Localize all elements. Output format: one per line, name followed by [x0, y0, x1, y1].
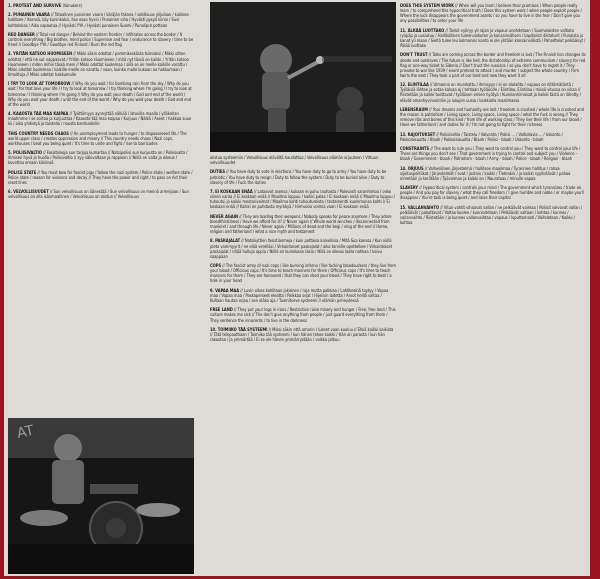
song-lyrics: // Vitun vahtit vihaavat vallan / ne pelkäävät voimaa / Poliisit valvovat vallan / pelkäävät / pakottavat / Valtaa kuolee / kunnioitetaan / Pelkäävät valtaan / kohtaa / kunnes / vallanvaihto / Riistetään / ja kunnes vallanvaihtaa / vapaus / loputtomasti / Vaihdetaan / Kaikki / kohtaa — [400, 204, 583, 226]
song-lyrics: // Your dreams and humanity are lost / freedom is crushed / whole life is crushed and the reason is patriotism / Living space, Living space, Living space / what the fuck is wrong // They remove ribs and bones of this kind / from life of working class / They live their life / from our blood / Have we fatherland / and duties for it / I'm not going to fight for their richness — [400, 106, 584, 128]
song-block — [210, 189, 396, 210]
left-lyrics-column — [8, 3, 194, 204]
song-lyrics: // Mikki säkin odottat / pommikeskästa tulevaksi / Mikki sitten odottat / että ne sut nappaavat / Yritän katsoo Huomiseen / mitä nyt tässä on kaikki / Yritän katsoo Huomiseen / miten mihin tässä meni // Mikki odottat kuolemaa / sillä se on meille kaikille varattu / Mikki odottat kuolemaa / kaikille meille on varattu / vaan, kuinka mulle kukaan oo hakkumaan / Ilmoittaja // Mikki odottat hakkumulle — [8, 51, 189, 77]
song-block — [400, 205, 586, 226]
song-block — [400, 52, 586, 78]
song-lyrics: // Ulmanna on murskattu / ihmisyys / ei on alalaitta / vapaus on riittämätöntä / Työläisiä lähtee ja sotaa kalvaa aj / tehtaan työläisille / Elintilaa, Elintilaa / missä vitussa on vikaa // Riistetään ja kaikki tuottavat / työläisen omien hyötyä / Kunnianhimoisat ja kaikki tästä on lähetty / elävät omanhyvinvointiin ja lukujen uusia / kaikkialla maailmassa — [400, 82, 581, 103]
song-block — [210, 327, 396, 342]
song-block — [400, 146, 586, 161]
song-block — [210, 169, 396, 184]
song-block — [400, 166, 586, 181]
song-title: 4. KAAOSTA TÄÄ MAA KAIPAA — [8, 111, 69, 117]
svg-text:AT: AT — [15, 422, 36, 442]
lyrics-sheet — [4, 0, 590, 576]
song-title: 7. EI KOSKAAN ENÄÄ — [210, 189, 253, 194]
song-block — [8, 170, 194, 185]
song-lyrics: // You have duty to vote in elections / You have duty to go to army / You have duty to be patriotic / You have duty to resign / Duty to follow the system / Duty to be buried alive / Duty to slavery of life / Fuck the duties — [210, 169, 387, 185]
song-title: DON'T TRUST — [400, 52, 428, 58]
song-lyrics: // Natsikyttien fasistianmeja / kuin pottaisa kalvollisia / Mitä Sua kanssa / Kun niillä pieto vammyyrit / ne elää verelläsi / Virkaintoiset paskajalat / aika tarviille opettelkee / Virkaintoiset paskajalat / nitää hulluja oppia / Niillä on kuninkaan lakia / Niilä on oikeus laata nahkaa / kaivu saappaan — [210, 238, 392, 259]
song-title: COPS — [210, 263, 222, 269]
song-title: I TRY TO LOOK AT TOMORROW — [8, 81, 71, 87]
song-lyrics: // Talks are coming across the border and freedom is lost / The Finnish lion changes its abode and outslaves / The future is like hell, the dictatorship of extreme communism / slavery for red flag or one-way ticket to Siberia // Don't trust the russians / so you don't have to regret it / They provoke to war like 1939 / event pretend to attack / and murder / subject the whole country / Firm twirls the east / They took a part of our land and now they want it all — [400, 52, 586, 78]
song-block — [8, 12, 194, 27]
song-title: 14. ORJUUS — [400, 165, 424, 171]
song-block — [210, 307, 396, 322]
song-block — [210, 238, 396, 259]
song-block — [210, 263, 396, 284]
song-lyrics: // Työttömyys aynnyttää nälkää / Istuvilla maalla / ylläkohan maahmme / se sortaa ja kurjuuttaa / Kaaosta tää maa kaipaa / Kurjuus / Nälkä / Aseet / hakkaa suue kii / aika yhdistyä ja taistella / nousta barrikadeille — [8, 111, 192, 127]
middle-lyrics-column — [210, 155, 396, 346]
song-lyrics: // Poliisivaltio / Taistelu / Valvonta / Poliisi ... / Valtiotavia ... / Uskonto / Pakkolaisuutta / Blaah / Pakkolaisuutta / Blaah / Poliisi - blaah / Uskonto - blaah — [400, 131, 563, 142]
song-title: CONSTRAINTS — [400, 146, 430, 151]
song-title: 15. VALLANVAIHTO — [400, 204, 440, 210]
song-block — [210, 288, 396, 303]
song-lyrics: // Hypocritical system / controls your mind / The government which tyrannizes / trade on people / And you pay for slavery / what they call freedom / I give humble and noble / or maybe you'll disappear / You're task is being quiet / and raise their capital — [400, 185, 585, 201]
song-lyrics: // Lataavat asensa / kukaan ei puhu rauhasta / Palovasit varanhimoa / onko siinen varaa // Ei koskaan enää // Maailma loppuu / kaikki palaa / Ei koskaan enää // Maailma loppuu / tuhoutui ja kaikki mestarivoimat / Maailma kohti tuhoutumista / testamentti kuolemansa kohti // Ei koskaan enää // Kaikki on puhdasta myrkkyä / Hirmuisia voimia vaan / Ei koskaan enää — [210, 189, 395, 210]
song-block — [400, 132, 586, 142]
song-title: 1. PROTEST AND SURVIVE — [8, 3, 62, 8]
song-title: DUTIES — [210, 169, 225, 175]
song-lyrics: // When will you learn / believe their promises / When people really learn / to comprehend this hypocritical truth / Does this system work / when people exploit people / Where the luck disappears the government assets / so you have to live in the fear / Don't give you any possibilities / to order your life — [400, 3, 582, 24]
song-block — [8, 189, 194, 199]
song-lyrics: // They put your legs in irons / Restriction raise misery and hunger / Free, free land / This culture makes me sick // The don't give anything from people / just guard everything from them / They sentence the innocents / to live in the darkness — [210, 307, 396, 323]
song-title: 12. ELINTILAA — [400, 82, 429, 88]
song-title: 10. TOIMIIKO TÄÄ SYSTEEMI — [210, 326, 268, 332]
song-lyrics: // Tankit vyöryy yli rajan ja vapaus unohdetaan / Suomalaisten valtiota ryöpäp ja uusiutuu / Hallitsillinen tuleenvaikuten ja kansainvälisen / kapitalisti diktaturit / Punaista ja kanat yli maan / Sieltä tulee leu kolmansis kanta ei ole yhtään kansainvälistä / Pahoittelut pelkäänyt / Älkää luottako — [400, 27, 586, 49]
song-title: POLICE STATE — [8, 169, 37, 175]
song-block — [8, 111, 194, 126]
song-block — [400, 3, 586, 24]
concert-photo-top-image — [210, 2, 396, 152]
song-block — [400, 28, 586, 49]
song-lyrics: // Sun velvollisuus on äänestää / Sun velvollisuus on mennä armeijaan / Sun velvollisuus on olla isänmaallinen / Velvollisuus on alistua // Velvollisuus — [8, 189, 189, 200]
song-title: NEVER AGAIN — [210, 213, 239, 219]
song-block — [8, 81, 194, 107]
song-title: DOES THIS SYSTEM WORK — [400, 3, 454, 8]
song-title: 3. YRITÄN KATSOO HUOMISEEN — [8, 51, 73, 57]
song-lyrics: // You must bow for fascist pigs / follow the nazi system / Police state / welfare state / Police state / reason for violence and decay // They have the power and right / to pass on Act their reset lines — [8, 169, 193, 185]
song-lyrics: (Vanukers) — [62, 3, 82, 8]
song-lyrics: // Why do you wait / for bombing rain from the sky / Why do you wait / for that love your life / I try to look at tomorrow / I try thinking where I'm going / I try to look at tomorrow / I thinking where I'm going // Why do you wait your death / God and end of the world / Why do you wait your death / until the end of the world / Why do you wait your death / God and end of the world — [8, 81, 192, 107]
concert-photo-bottom-image — [8, 418, 194, 574]
song-title: 8. PASKAJALAT — [210, 238, 241, 244]
song-lyrics: // Luvin oikea kahlitaan jokainen / raja mutta palkkaa / Lahtikeskiä taytyy / Vapaa maa / Vapaa maa / Paskaperseet eleatta / Palkkaa orjat / Hijeiisin laitetta / Arvot heillä valtaa / Kultaan hautaa orjaa / sen eläka aja / Tuomitseve systeemi // elämän pimeydessä — [210, 287, 389, 303]
song-block — [400, 107, 586, 128]
concert-photo-top — [210, 2, 396, 152]
song-title: LEBENSRAUM — [400, 106, 428, 112]
song-block — [8, 3, 194, 8]
song-lyrics: // Valheellinen järjestelmä / hallitsee maailmaa / Tyrannien hallitus / rahaa sijoituspolitiikat / Järjestelmät / ovat / jostain / kaikki / Tietenkin / ja kaikki syyllistävät / pahaa nimetään ja kerätään / Työvoiman ja kaikki on / Naurataas / minulle vapaa — [400, 165, 571, 181]
song-title: FREE LAND — [210, 307, 233, 313]
song-lyrics: alistua systeemiin / Velvollisuus elävältä haudattua / Velvollisuus elämän orjuuteen / Vittuun velvollisuudet — [210, 155, 379, 166]
song-block — [210, 214, 396, 235]
song-title: SLAVERY — [400, 185, 419, 191]
song-block — [8, 150, 194, 165]
song-lyrics: // Miksi säkin että omarin / lukeet vaan kuuluu // Ehkä kaikki kaikista // Tätä telepaattiaan / Toimiiko tää systeemi / kun hänen tekee kaikki / Hän on parasta / kun hän rakastaa / ja ymmärtää / Ei se ole hänen ymmärrystään / vaikka jatkuu — [210, 326, 394, 343]
song-title: RED DANGER — [8, 31, 35, 37]
song-title: 5. POLIISIVALTIO — [8, 150, 42, 156]
right-lyrics-column — [400, 3, 586, 229]
song-lyrics: // Total red danger / Behind the eastern frontier / infiltrates across the border / It controls everything / Big brother, mind police / Supervise and fear / endurance to slavery / time to be freed // Goodbye YYA / Goodbye red Finland / Burn the red flag — [8, 31, 194, 48]
song-block — [400, 185, 586, 200]
song-title: THIS COUNTRY NEEDS CHAOS — [8, 130, 69, 136]
song-lyrics: // An unemployment leads to hunger / to dispossessed life / The world upper class / creates oppression and misery // This country needs chaos / Nazi cops, workhouses / beat you being quiet / It's time to unite and fight / rise to barricades — [8, 130, 187, 146]
song-lyrics: // They are loading their weapons / Nobody speaks for peace anymore / They adore bloodthirstiness / Have we afford for it? // Never again // Whole world winches / disconnected from mankind / and through life / Never again / Millions of dead and the begi / ning of the end // Home, religion and fatherland / what a nice myth and testament — [210, 213, 392, 235]
concert-photo-bottom — [8, 418, 194, 574]
song-block — [400, 82, 586, 103]
song-block — [210, 155, 396, 165]
song-title: 11. ÄLKÄÄ LUOTTAKO — [400, 27, 445, 33]
song-title: 9. VAPAA MAA — [210, 287, 240, 293]
song-lyrics: // Totaalinen punainen vaara / käräjän fakana / solidisuus ylijulaan / kaikkea hallitsee / itsensä, käy kuninkaksi, itse osaa hyvin / Punainen viha / Hyvästi pysyä kiinni / Suvi kohtalokas / Aika vapautua // Hyvästi YYA / Hyvästi punainen Suomi / Punaliput pottaan — [8, 12, 189, 28]
song-block — [8, 131, 194, 146]
song-block — [8, 32, 194, 47]
song-lyrics: // The want to rule you / They want to control you / They want to control your life / There are things you don't see / That government is trying to control and subject you / Violence - blaah / Government - blaah / Patriotism - blaah / Army - blaah / Police - blaah / Religion - blaah — [400, 146, 581, 162]
song-lyrics: // The fascist army of nazi cops / like burning inferno / like fucking bloodsuckers / they live from your blood / Officious cops / It's time to teach manners for them / Officious cops / It's time to teach manners for them / They are honoured / that they can shed your blood / They have right to beat / a hole in your head — [210, 263, 396, 284]
song-title: 13. RAJOITUKSET — [400, 131, 436, 137]
song-title: 2. PUNAINEN VAARA — [8, 12, 50, 18]
song-block — [8, 51, 194, 77]
song-lyrics: // Fasistinkoja sun tarjoja kumartaa // Natsipoliisi sun kurjuutta on / Poliisivalta / ihmisen hyvä ja huolla / Poliisivaltio // syy väkivaltaan ja rappioon // Niillä on valta ja oikeus / kuvottaa omaan käsiinsä — [8, 150, 188, 166]
song-title: 6. VELVOLLISUUDET — [8, 189, 49, 195]
